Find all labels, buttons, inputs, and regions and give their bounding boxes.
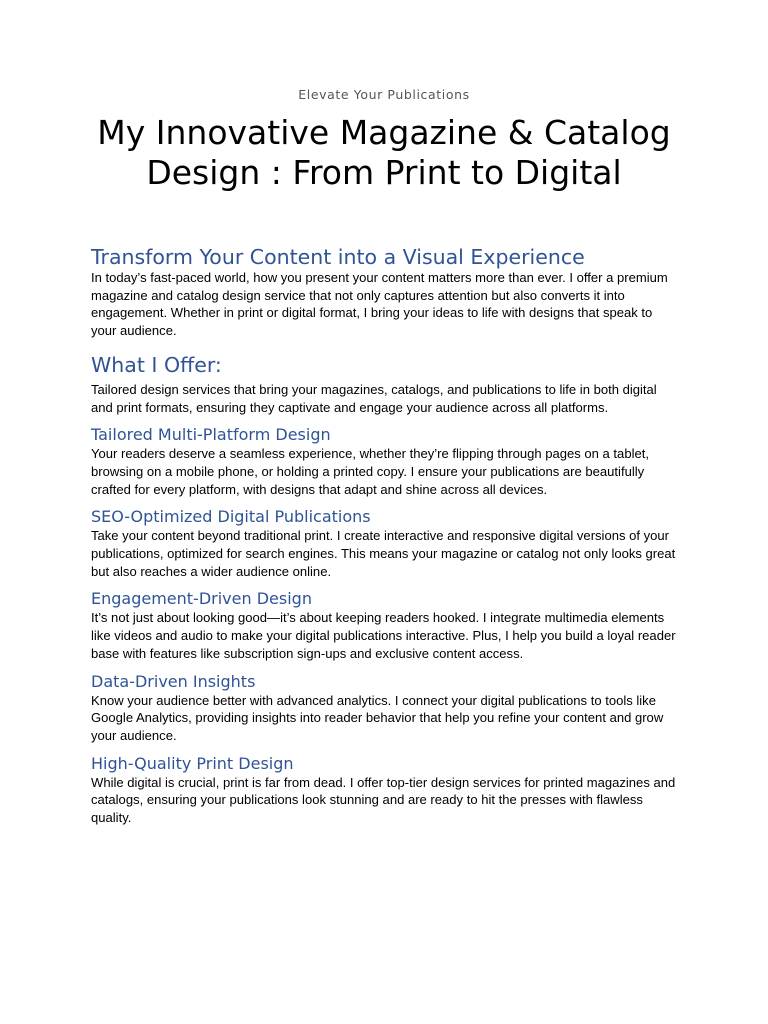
offer-heading: What I Offer: bbox=[91, 352, 222, 377]
page-title: My Innovative Magazine & Catalog Design : From Print to Digital bbox=[97, 113, 671, 192]
section-paragraph-insights: Know your audience better with advanced analytics. I connect your digital publications to tools like Google Analytics, providing insights into reader behavior that help you refine your content and grow your audience. bbox=[91, 692, 664, 743]
document-content bbox=[91, 245, 679, 827]
section-heading-print: High-Quality Print Design bbox=[91, 753, 294, 773]
section-paragraph-seo: Take your content beyond traditional print. I create interactive and responsive digital versions of your publications, optimized for search engines. This means your magazine or catalog not only looks great but also reaches a wider audience online. bbox=[91, 528, 676, 579]
section-paragraph-multi-platform: Your readers deserve a seamless experience, whether they’re flipping through pages on a tablet, browsing on a mobile phone, or holding a printed copy. I ensure your publications are beautifully crafted for every platform, with designs that adapt and shine across all devices. bbox=[91, 446, 649, 497]
section-heading-engagement: Engagement-Driven Design bbox=[91, 589, 312, 609]
section-heading-insights: Data-Driven Insights bbox=[91, 671, 256, 691]
intro-heading: Transform Your Content into a Visual Experience bbox=[91, 245, 585, 269]
intro-paragraph: In today’s fast-paced world, how you present your content matters more than ever. I offer a premium magazine and catalog design service that not only captures attention but also converts it into engagement. Whether in print or digital format, I bring your ideas to life with designs that speak to your audience. bbox=[91, 270, 668, 339]
section-heading-multi-platform: Tailored Multi-Platform Design bbox=[91, 425, 331, 445]
kicker-subtitle: Elevate Your Publications bbox=[298, 87, 470, 102]
section-paragraph-print: While digital is crucial, print is far from dead. I offer top-tier design services for printed magazines and catalogs, ensuring your publications look stunning and are ready to hit the presses with flawless quality. bbox=[91, 774, 676, 826]
section-paragraph-engagement: It’s not just about looking good—it’s about keeping readers hooked. I integrate multimedia elements like videos and audio to make your digital publications interactive. Plus, I help you build a loyal reader base with features like subscription sign-ups and exclusive content access. bbox=[91, 610, 676, 661]
offer-paragraph: Tailored design services that bring your magazines, catalogs, and publications to life in both digital and print formats, ensuring they captivate and engage your audience across all platforms. bbox=[91, 381, 657, 415]
section-heading-seo: SEO-Optimized Digital Publications bbox=[91, 507, 371, 527]
